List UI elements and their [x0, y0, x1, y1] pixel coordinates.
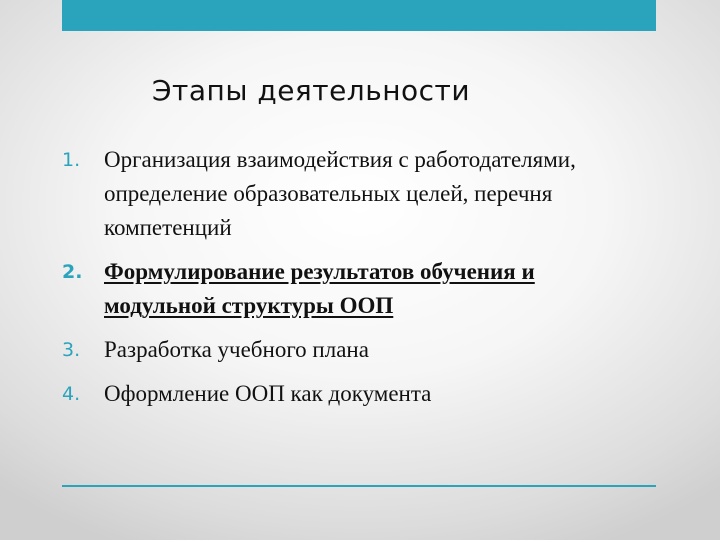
- item-text: Оформление ООП как документа: [104, 381, 432, 406]
- top-accent-bar: [62, 0, 656, 31]
- item-number: 3.: [62, 339, 81, 361]
- item-number: 1.: [62, 149, 81, 171]
- bottom-divider: [62, 485, 656, 487]
- list-item: [62, 143, 662, 245]
- list-item: [62, 377, 662, 411]
- item-text: Организация взаимодействия с работодателями, определение образовательных целей, перечня компетенций: [104, 147, 576, 240]
- list-item: [62, 333, 662, 367]
- item-number: 4.: [62, 383, 81, 405]
- item-text: Формулирование результатов обучения и модульной структуры ООП: [104, 259, 535, 318]
- list-item-emphasized: [62, 255, 662, 323]
- item-text: Разработка учебного плана: [104, 337, 369, 362]
- stages-list: [62, 143, 662, 421]
- slide-title: Этапы деятельности: [152, 74, 471, 107]
- item-number: 2.: [62, 261, 83, 283]
